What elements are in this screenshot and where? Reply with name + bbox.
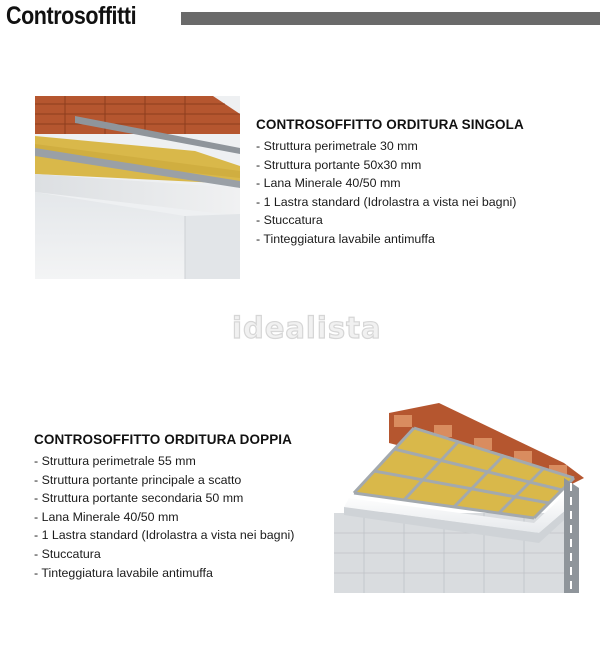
spec-item: - Stuccatura xyxy=(34,546,101,561)
page-title: Controsoffitti xyxy=(6,2,137,30)
spec-item: - Stuccatura xyxy=(256,213,323,228)
spec-item: - Lana Minerale 40/50 mm xyxy=(256,176,401,191)
spec-item: - Struttura perimetrale 30 mm xyxy=(256,139,418,153)
double-frame-ceiling-illustration xyxy=(334,383,586,593)
spec-item: - Struttura portante principale a scatto xyxy=(34,472,242,487)
section-heading: CONTROSOFFITTO ORDITURA DOPPIA xyxy=(34,432,292,447)
spec-item: - Struttura perimetrale 55 mm xyxy=(34,454,196,468)
double-frame-spec xyxy=(34,432,294,582)
spec-item: - 1 Lastra standard (Idrolastra a vista nei bagni) xyxy=(256,194,517,209)
title-rule xyxy=(181,12,600,25)
spec-item: - Struttura portante secondaria 50 mm xyxy=(34,491,244,506)
single-frame-spec xyxy=(256,117,524,249)
spec-item: - Struttura portante 50x30 mm xyxy=(256,157,422,172)
spec-item: - Tinteggiatura lavabile antimuffa xyxy=(256,231,435,246)
section-heading: CONTROSOFFITTO ORDITURA SINGOLA xyxy=(256,117,524,132)
spec-item: - Lana Minerale 40/50 mm xyxy=(34,509,179,524)
spec-item: - Tinteggiatura lavabile antimuffa xyxy=(34,565,213,580)
watermark: idealista xyxy=(232,311,382,345)
single-frame-ceiling-illustration xyxy=(35,96,240,279)
spec-item: - 1 Lastra standard (Idrolastra a vista nei bagni) xyxy=(34,528,295,543)
